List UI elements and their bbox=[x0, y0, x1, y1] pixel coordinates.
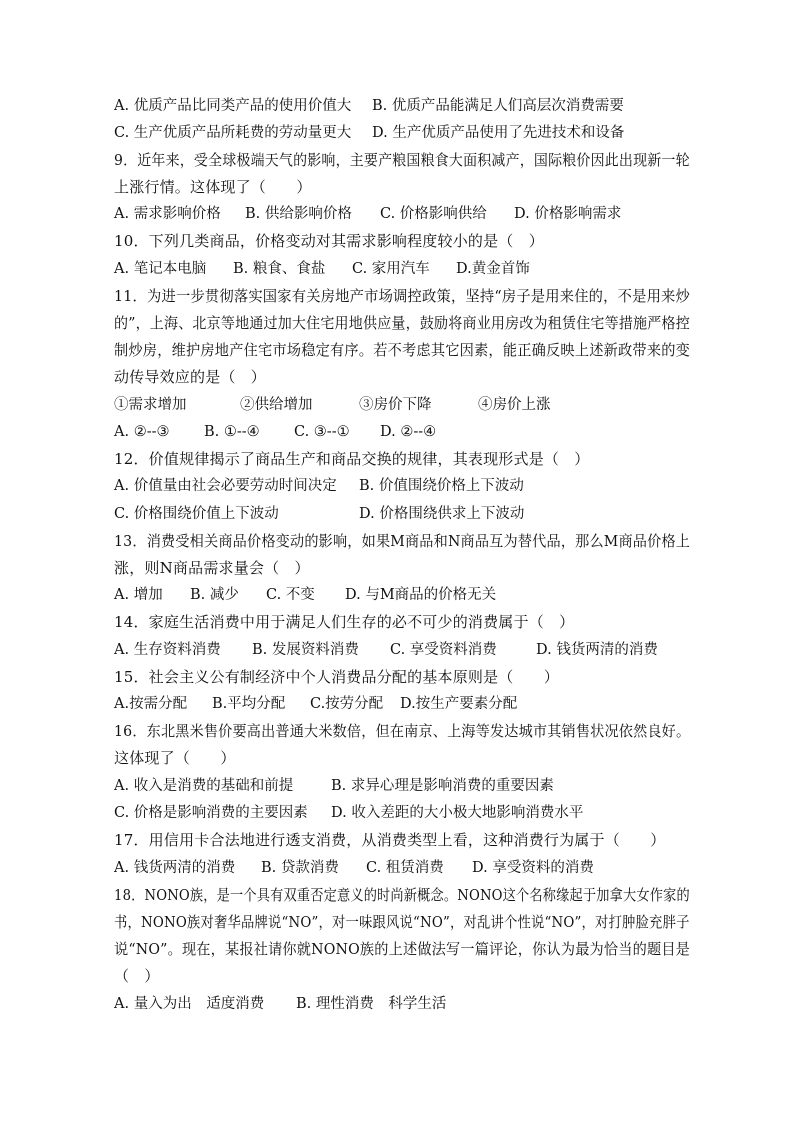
question-11-stem-cont: 制炒房，维护房地产住宅市场稳定有序。若不考虑其它因素，能正确反映上述新政带来的变 bbox=[114, 341, 691, 359]
question-16-stem-cont: 这体现了（ ） bbox=[114, 749, 236, 767]
option-d: D. 生产优质产品使用了先进技术和设备 bbox=[372, 125, 625, 141]
q11-option-d: D. ②--④ bbox=[380, 424, 437, 440]
q18-option-b: B. 理性消费 科学生活 bbox=[296, 996, 447, 1012]
q13-option-d: D. 与M商品的价格无关 bbox=[345, 587, 497, 603]
question-18-stem: 18．NONO族，是一个具有双重否定意义的时尚新概念。NONO这个名称缘起于加拿大女作家的 bbox=[114, 886, 690, 904]
q11-item-2: ②供给增加 bbox=[240, 397, 313, 413]
question-13-stem-cont: 涨，则N商品需求量会（ ） bbox=[114, 559, 310, 577]
q15-option-a: A.按需分配 bbox=[114, 696, 188, 712]
question-15-stem: 15．社会主义公有制经济中个人消费品分配的基本原则是（ ） bbox=[114, 668, 560, 686]
q10-option-b: B. 粮食、食盐 bbox=[233, 261, 326, 277]
question-18-stem-cont: （ ） bbox=[114, 967, 160, 985]
question-10-stem: 10．下列几类商品，价格变动对其需求影响程度较小的是（ ） bbox=[114, 232, 544, 250]
question-18-stem-cont: 说“NO”。现在，某报社请你就NONO族的上述做法写一篇评论，你认为最为恰当的题目是 bbox=[114, 940, 691, 958]
q10-option-a: A. 笔记本电脑 bbox=[114, 261, 207, 277]
q13-option-b: B. 减少 bbox=[190, 587, 239, 603]
q10-option-d: D.黄金首饰 bbox=[456, 261, 530, 277]
q11-item-1: ①需求增加 bbox=[114, 397, 187, 413]
q9-option-d: D. 价格影响需求 bbox=[514, 206, 622, 222]
q15-option-d: D.按生产要素分配 bbox=[400, 696, 518, 712]
q14-option-a: A. 生存资料消费 bbox=[114, 642, 221, 658]
q10-option-c: C. 家用汽车 bbox=[352, 261, 430, 277]
q11-option-a: A. ②--③ bbox=[114, 424, 170, 440]
q13-option-a: A. 增加 bbox=[114, 587, 163, 603]
q12-option-d: D. 价格围绕供求上下波动 bbox=[359, 506, 525, 522]
option-a: A. 优质产品比同类产品的使用价值大 bbox=[114, 98, 352, 114]
question-17-stem: 17．用信用卡合法地进行透支消费，从消费类型上看，这种消费行为属于（ ） bbox=[114, 831, 666, 849]
q16-option-b: B. 求异心理是影响消费的重要因素 bbox=[331, 778, 554, 794]
question-9-stem: 9．近年来，受全球极端天气的影响，主要产粮国粮食大面积减产，国际粮价因此出现新一轮 bbox=[114, 151, 690, 169]
q14-option-d: D. 钱货两清的消费 bbox=[536, 642, 658, 658]
q11-option-c: C. ③--① bbox=[294, 424, 350, 440]
q12-option-b: B. 价值围绕价格上下波动 bbox=[359, 478, 524, 494]
question-11-stem-cont: 的”，上海、北京等地通过加大住宅用地供应量，鼓励将商业用房改为租赁住宅等措施严格控 bbox=[114, 314, 690, 332]
q9-option-c: C. 价格影响供给 bbox=[380, 206, 487, 222]
q17-option-d: D. 享受资料的消费 bbox=[472, 860, 594, 876]
q12-option-a: A. 价值量由社会必要劳动时间决定 bbox=[114, 478, 337, 494]
question-11-stem-cont: 动传导效应的是（ ） bbox=[114, 368, 267, 386]
question-16-stem: 16．东北黑米售价要高出普通大米数倍，但在南京、上海等发达城市其销售状况依然良好。 bbox=[114, 722, 691, 740]
q16-option-c: C. 价格是影响消费的主要因素 bbox=[114, 805, 308, 821]
q18-option-a: A. 量入为出 适度消费 bbox=[114, 996, 265, 1012]
q15-option-b: B.平均分配 bbox=[212, 696, 286, 712]
option-b: B. 优质产品能满足人们高层次消费需要 bbox=[372, 98, 624, 114]
question-12-stem: 12．价值规律揭示了商品生产和商品交换的规律，其表现形式是（ ） bbox=[114, 450, 590, 468]
q9-option-a: A. 需求影响价格 bbox=[114, 206, 221, 222]
question-9-stem-cont: 上涨行情。这体现了（ ） bbox=[114, 178, 312, 196]
q13-option-c: C. 不变 bbox=[266, 587, 315, 603]
q17-option-b: B. 贷款消费 bbox=[261, 860, 339, 876]
q11-item-3: ③房价下降 bbox=[359, 397, 432, 413]
q15-option-c: C.按劳分配 bbox=[310, 696, 384, 712]
question-13-stem: 13．消费受相关商品价格变动的影响，如果M商品和N商品互为替代品，那么M商品价格上 bbox=[114, 532, 691, 550]
q16-option-a: A. 收入是消费的基础和前提 bbox=[114, 778, 294, 794]
question-18-stem-cont: 书，NONO族对奢华品牌说“NO”，对一味跟风说“NO”，对乱讲个性说“NO”，对打肿脸充胖子 bbox=[114, 913, 690, 931]
q17-option-c: C. 租赁消费 bbox=[366, 860, 444, 876]
q11-option-b: B. ①--④ bbox=[204, 424, 260, 440]
q16-option-d: D. 收入差距的大小极大地影响消费水平 bbox=[331, 805, 584, 821]
q9-option-b: B. 供给影响价格 bbox=[245, 206, 352, 222]
q14-option-c: C. 享受资料消费 bbox=[390, 642, 497, 658]
q11-item-4: ④房价上涨 bbox=[478, 397, 551, 413]
q14-option-b: B. 发展资料消费 bbox=[252, 642, 359, 658]
question-14-stem: 14．家庭生活消费中用于满足人们生存的必不可少的消费属于（ ） bbox=[114, 613, 575, 631]
q12-option-c: C. 价格围绕价值上下波动 bbox=[114, 506, 279, 522]
question-11-stem: 11．为进一步贯彻落实国家有关房地产市场调控政策，坚持“房子是用来住的，不是用来炒 bbox=[114, 287, 690, 305]
option-c: C. 生产优质产品所耗费的劳动量更大 bbox=[114, 125, 352, 141]
q17-option-a: A. 钱货两清的消费 bbox=[114, 860, 236, 876]
